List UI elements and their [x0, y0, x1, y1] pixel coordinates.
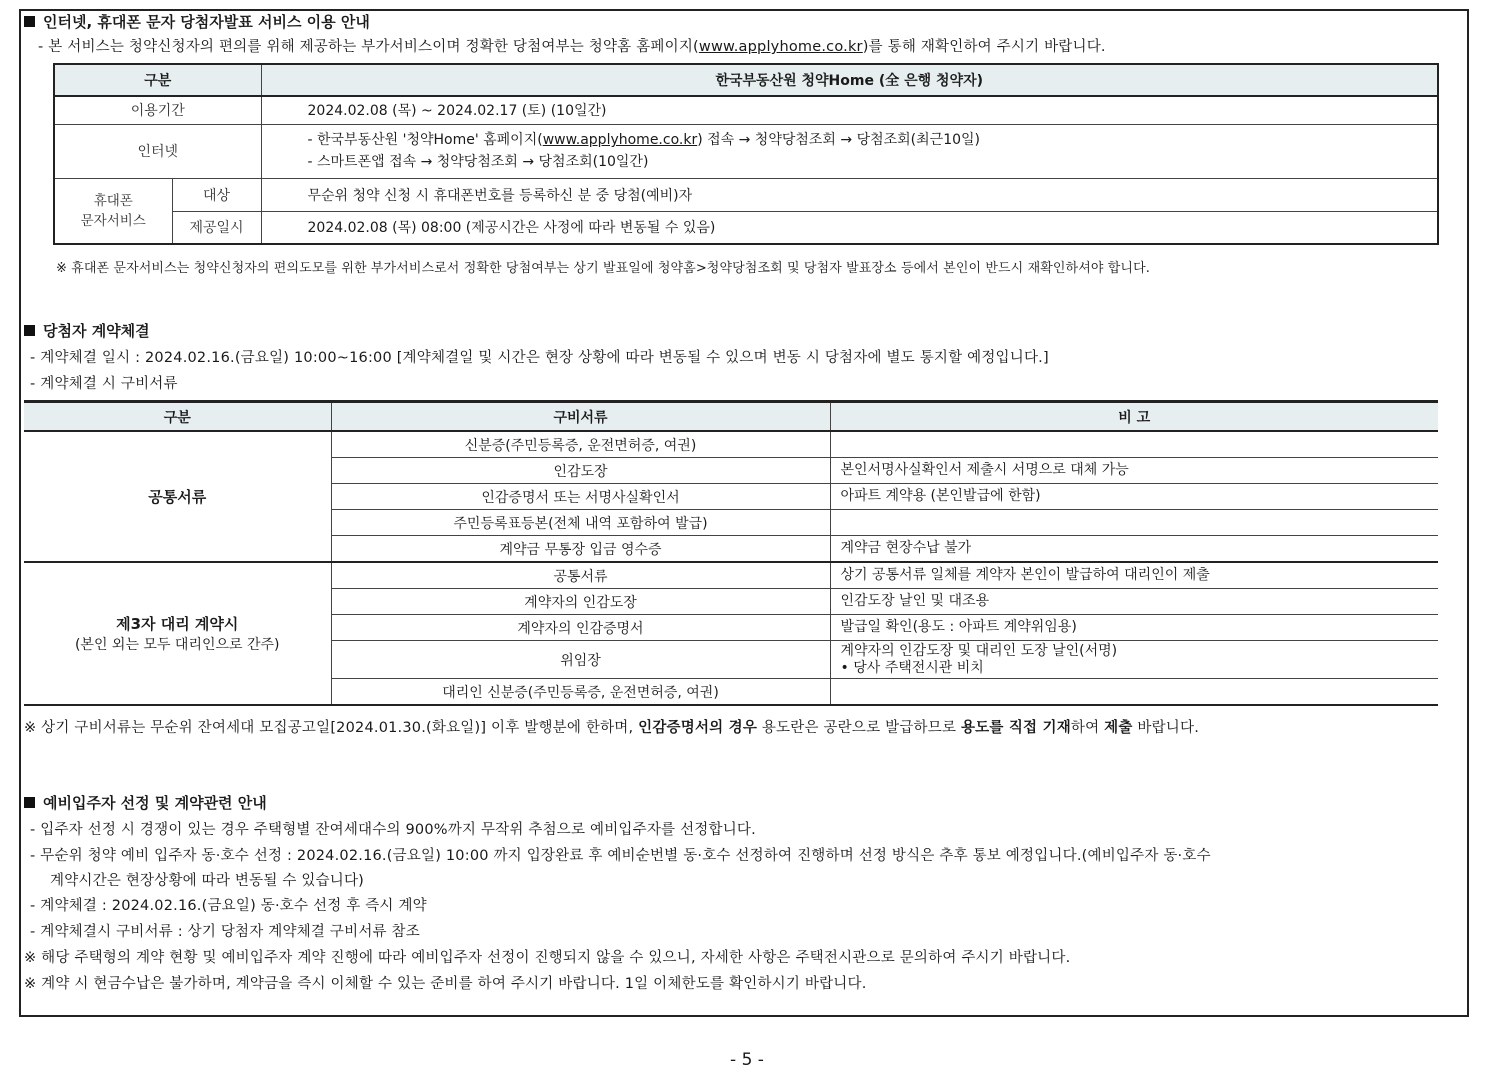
table-header-row [24, 402, 1438, 432]
applyhome-link[interactable]: www.applyhome.co.kr [698, 39, 863, 55]
square-bullet-icon [24, 16, 35, 27]
table-row [24, 431, 1438, 458]
square-bullet-icon [24, 797, 35, 808]
applyhome-link[interactable]: www.applyhome.co.kr [542, 132, 698, 148]
section1-intro: - 본 서비스는 청약신청자의 편의를 위해 제공하는 부가서비스이며 정확한 당첨여부는 청약홈 홈페이지(www.applyhome.co.kr)를 통해 재확인하여 주시기 바랍니다. [38, 39, 1106, 55]
square-bullet-icon [24, 325, 35, 336]
doc-cell: 계약자의 인감도장 [331, 589, 830, 615]
remark-cell: 인감도장 날인 및 대조용 [830, 589, 1438, 615]
reserve-line: - 무순위 청약 예비 입주자 동·호수 선정 : 2024.02.16.(금요일) 10:00 까지 입장완료 후 예비순번별 동·호수 선정하여 진행하며 선정 방식은 추후 통보 예정입니다.(예비입주자 동·호수 [30, 848, 1211, 864]
table-row [54, 178, 1438, 211]
table-row [54, 96, 1438, 124]
contract-docs-intro: - 계약체결 시 구비서류 [30, 376, 178, 392]
reserve-line: ※ 해당 주택형의 계약 현황 및 예비입주자 계약 진행에 따라 예비입주자 선정이 진행되지 않을 수 있으니, 자세한 사항은 주택전시관으로 문의하여 주시기 바랍니다. [24, 950, 1071, 966]
reserve-line: - 계약체결시 구비서류 : 상기 당첨자 계약체결 구비서류 참조 [30, 924, 420, 940]
doc-cell: 인감도장 [331, 458, 830, 484]
contract-datetime: - 계약체결 일시 : 2024.02.16.(금요일) 10:00~16:00 [계약체결일 및 시간은 현장 상황에 따라 변동될 수 있으며 변동 시 당첨자에 별도 통지할 예정입니다.] [30, 350, 1049, 366]
reserve-line: - 계약체결 : 2024.02.16.(금요일) 동·호수 선정 후 즉시 계약 [30, 898, 427, 914]
table-row [54, 211, 1438, 244]
internet-label: 인터넷 [54, 124, 261, 178]
sms-label: 휴대폰 문자서비스 [54, 178, 172, 244]
doc-cell: 위임장 [331, 641, 830, 679]
doc-cell: 계약자의 인감증명서 [331, 615, 830, 641]
doc-cell: 인감증명서 또는 서명사실확인서 [331, 484, 830, 510]
remark-cell [830, 510, 1438, 536]
contract-documents-table [24, 400, 1438, 706]
remark-cell [830, 679, 1438, 706]
remark-cell: 발급일 확인(용도 : 아파트 계약위임용) [830, 615, 1438, 641]
documents-note: ※ 상기 구비서류는 무순위 잔여세대 모집공고일[2024.01.30.(화요일)] 이후 발행분에 한하며, 인감증명서의 경우 용도란은 공란으로 발급하므로 용도를 직접 기재하여 제출 바랍니다. [24, 720, 1200, 736]
header-category: 구분 [54, 64, 261, 96]
doc-cell: 계약금 무통장 입금 영수증 [331, 536, 830, 563]
header-remarks: 비 고 [830, 402, 1438, 432]
section1-note: ※ 휴대폰 문자서비스는 청약신청자의 편의도모를 위한 부가서비스로서 정확한 당첨여부는 상기 발표일에 청약홈>청약당첨조회 및 당첨자 발표장소 등에서 본인이 반드시 재확인하셔야 합니다. [56, 261, 1150, 276]
remark-cell: 본인서명사실확인서 제출시 서명으로 대체 가능 [830, 458, 1438, 484]
reserve-line: ※ 계약 시 현금수납은 불가하며, 계약금을 즉시 이체할 수 있는 준비를 하여 주시기 바랍니다. 1일 이체한도를 확인하시기 바랍니다. [24, 976, 867, 992]
group-common-docs: 공통서류 [24, 431, 331, 562]
remark-cell [830, 431, 1438, 458]
section2-title: 당첨자 계약체결 [24, 320, 150, 341]
doc-cell: 주민등록표등본(전체 내역 포함하여 발급) [331, 510, 830, 536]
section3-title: 예비입주자 선정 및 계약관련 안내 [24, 792, 267, 813]
remark-cell: 계약자의 인감도장 및 대리인 도장 날인(서명) • 당사 주택전시관 비치 [830, 641, 1438, 679]
doc-cell: 대리인 신분증(주민등록증, 운전면허증, 여권) [331, 679, 830, 706]
internet-value: - 한국부동산원 '청약Home' 홈페이지(www.applyhome.co.kr) 접속 → 청약당첨조회 → 당첨조회(최근10일) - 스마트폰앱 접속 → 청약당첨조회 → 당첨조회(10일간) [261, 124, 1438, 178]
target-value: 무순위 청약 신청 시 휴대폰번호를 등록하신 분 중 당첨(예비)자 [261, 178, 1438, 211]
remark-cell: 계약금 현장수납 불가 [830, 536, 1438, 563]
header-documents: 구비서류 [331, 402, 830, 432]
doc-cell: 공통서류 [331, 562, 830, 589]
remark-cell: 아파트 계약용 (본인발급에 한함) [830, 484, 1438, 510]
header-applyhome: 한국부동산원 청약Home (全 은행 청약자) [261, 64, 1438, 96]
reserve-line: 계약시간은 현장상황에 따라 변동될 수 있습니다) [50, 873, 365, 889]
table-header-row [54, 64, 1438, 96]
period-label: 이용기간 [54, 96, 261, 124]
table-row [24, 562, 1438, 589]
time-label: 제공일시 [172, 211, 261, 244]
lottery-service-table [53, 63, 1439, 245]
group-proxy-contract: 제3자 대리 계약시 (본인 외는 모두 대리인으로 간주) [24, 562, 331, 705]
time-value: 2024.02.08 (목) 08:00 (제공시간은 사정에 따라 변동될 수 있음) [261, 211, 1438, 244]
page-number: - 5 - [730, 1050, 764, 1070]
period-value: 2024.02.08 (목) ~ 2024.02.17 (토) (10일간) [261, 96, 1438, 124]
remark-cell: 상기 공통서류 일체를 계약자 본인이 발급하여 대리인이 제출 [830, 562, 1438, 589]
header-category: 구분 [24, 402, 331, 432]
table-row [54, 124, 1438, 178]
reserve-line: - 입주자 선정 시 경쟁이 있는 경우 주택형별 잔여세대수의 900%까지 무작위 추첨으로 예비입주자를 선정합니다. [30, 822, 756, 838]
doc-cell: 신분증(주민등록증, 운전면허증, 여권) [331, 431, 830, 458]
target-label: 대상 [172, 178, 261, 211]
section1-title: 인터넷, 휴대폰 문자 당첨자발표 서비스 이용 안내 [24, 11, 370, 32]
